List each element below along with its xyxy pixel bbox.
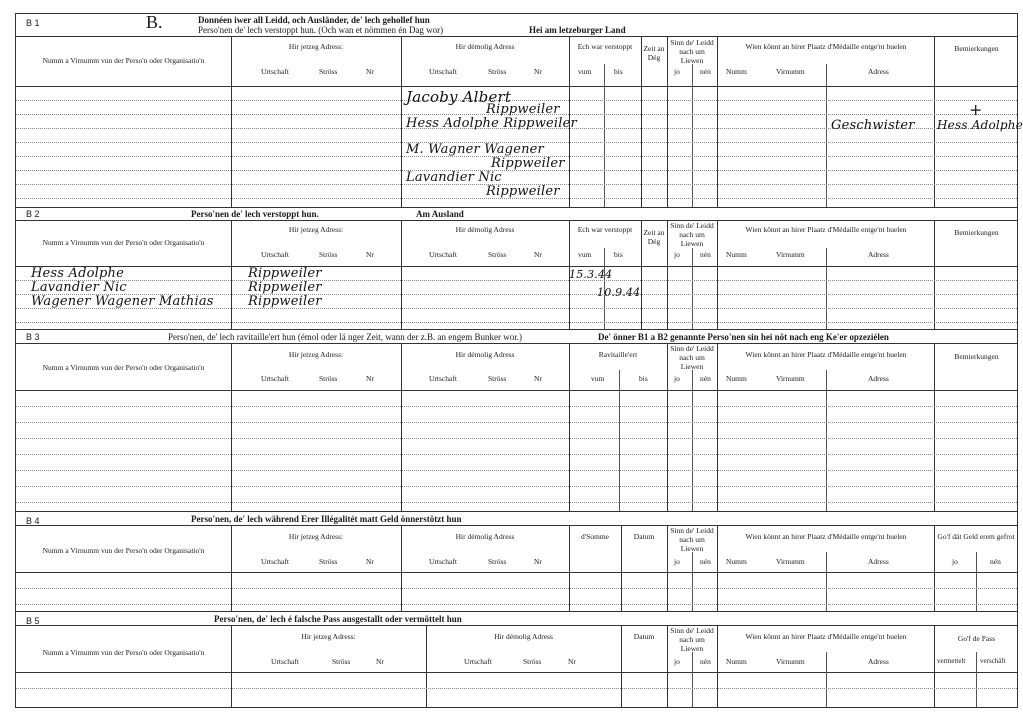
hw-row-place-3: Rippweiler [248,294,322,309]
sub-place: Urtschaft [429,557,457,566]
sub-street: Ströss [332,657,351,666]
hw-former-1: Jacoby Albert [406,88,512,106]
sub-from: vum [578,250,592,259]
col-ravitaille-header: Ravitaille'ert [598,350,638,359]
section-b2 [15,208,1018,330]
section-title: Perso'nen de' lech verstoppt hun. [191,209,319,219]
sub-name: Numm [726,250,747,259]
col-former-address-header: Hir démolig Adress [455,42,515,51]
sub-place: Urtschaft [429,374,457,383]
sub-street: Ströss [488,374,507,383]
sub-issued: vermettelt [937,657,966,665]
col-medal-header: Wien könnt an hirer Plaatz d'Médaille entge'nt huelen [745,350,907,359]
hw-row-place-1: Rippweiler [248,266,322,281]
sub-street: Ströss [319,557,338,566]
section-b5 [15,612,1018,708]
sub-from: vum [578,67,592,76]
col-former-address-header: Hir démolig Adress [455,225,515,234]
section-title-right: Am Ausland [416,209,464,219]
sub-street: Ströss [319,67,338,76]
col-alive-header: Sinn de' Leidd nach um Liewen [670,526,714,553]
sub-place: Urtschaft [261,374,289,383]
form-letter: B. [146,12,163,32]
sub-no: nén [700,374,711,383]
col-time-header: Zeit an Dég [643,228,665,246]
section-title-right: Hei am letzeburger Land [529,25,626,35]
sub-nr: Nr [534,374,542,383]
sub-address: Adress [868,557,889,566]
col-date-header: Datum [633,532,655,541]
section-id: B 4 [26,516,40,526]
section-title: Perso'nen, de' lech é falsche Pass ausgestallt oder vermöttelt hun [214,614,462,624]
sub-nr: Nr [366,374,374,383]
section-b3 [15,330,1018,512]
col-hidden-header: Ech war verstoppt [577,42,633,51]
col-former-address-header: Hir démolig Adress [494,632,553,641]
col-name-header: Numm a Virnumm vun der Perso'n oder Organisatio'n [42,56,205,65]
sub-name: Numm [726,557,747,566]
col-name-header: Numm a Virnumm vun der Perso'n oder Organisatio'n [42,363,205,372]
col-money-returned-header: Go'f dät Geld erem gefrot [937,532,1015,541]
sub-yes: jo [674,657,680,666]
section-b4 [15,512,1018,612]
hw-remarks: Hess Adolphe [937,118,1023,132]
sub-address: Adress [868,374,889,383]
col-hidden-header: Ech war verstoppt [577,225,633,234]
col-medal-header: Wien könnt an hirer Plaatz d'Médaille entge'nt huelen [745,532,907,541]
col-time-header: Zeit an Dég [643,44,665,62]
hw-row-from-1: 15.3.44 [569,268,613,281]
sub-place: Urtschaft [429,67,457,76]
sub-firstname: Virnumm [776,250,805,259]
sub-yes: jo [952,557,958,566]
col-former-address-header: Hir démolig Adress [455,350,515,359]
section-b1 [15,12,1023,208]
sub-place: Urtschaft [261,250,289,259]
hw-former-3: Hess Adolphe Rippweiler [406,116,577,131]
col-remarks-header: Bemierkungen [954,352,999,361]
col-remarks-header: Bemierkungen [954,44,999,53]
hw-former-7: Rippweiler [486,184,560,199]
sub-to: bis [614,250,623,259]
section-id: B 3 [26,332,40,342]
sub-no: nén [700,250,711,259]
sub-place: Urtschaft [261,557,289,566]
hw-former-4: M. Wagner Wagener [406,142,544,157]
sub-street: Ströss [488,67,507,76]
col-alive-header: Sinn de' Leidd nach um Liewen [670,626,714,653]
sub-name: Numm [726,657,747,666]
sub-no: nén [700,657,711,666]
sub-yes: jo [674,557,680,566]
sub-to: bis [639,374,648,383]
sub-no: nén [990,557,1001,566]
hw-former-2: Rippweiler [486,102,560,117]
sub-place: Urtschaft [261,67,289,76]
sub-place: Urtschaft [464,657,492,666]
section-title-line1: Donnéen iwer all Leidd, och Ausländer, de' lech gehollef hun [198,15,430,25]
col-alive-header: Sinn de' Leidd nach um Liewen [670,38,714,65]
hw-former-6: Lavandier Nic [406,170,502,185]
sub-nr: Nr [376,657,384,666]
section-title: Perso'nen, de' lech ravitaille'ert hun (émol oder lä nger Zeit, wann der z.B. an engem Bunker wor.) [168,332,522,342]
sub-yes: jo [674,374,680,383]
col-current-address-header: Hir jetzeg Adress: [288,532,344,541]
section-title-right: De' önner B1 a B2 genannte Perso'nen sin hei nöt nach eng Ke'er opzeziélen [598,332,889,342]
sub-street: Ströss [319,374,338,383]
sub-firstname: Virnumm [776,67,805,76]
sub-from: vum [591,374,605,383]
sub-nr: Nr [366,67,374,76]
sub-address: Adress [868,67,889,76]
sub-address: Adress [868,250,889,259]
sub-firstname: Virnumm [776,557,805,566]
col-remarks-header: Bemierkungen [954,228,999,237]
sub-name: Numm [726,67,747,76]
hw-row-name-2: Lavandier Nic [31,280,127,295]
sub-street: Ströss [488,250,507,259]
hw-cross: + [969,100,983,119]
col-alive-header: Sinn de' Leidd nach um Liewen [670,344,714,371]
sub-yes: jo [674,67,680,76]
col-name-header: Numm a Virnumm vun der Perso'n oder Organisatio'n [42,238,205,247]
sub-nr: Nr [534,67,542,76]
sub-nr: Nr [366,250,374,259]
sub-place: Urtschaft [429,250,457,259]
sub-street: Ströss [319,250,338,259]
sub-address: Adress [868,657,889,666]
sub-street: Ströss [523,657,542,666]
sub-place: Urtschaft [271,657,299,666]
sub-nr: Nr [568,657,576,666]
sub-name: Numm [726,374,747,383]
section-title-line2: Perso'nen de' lech verstoppt hun. (Och wan et nömmen én Dag wor) [198,25,444,35]
sub-no: nén [700,67,711,76]
section-id: B 1 [26,18,40,28]
section-id: B 5 [26,616,40,626]
col-medal-header: Wien könnt an hirer Plaatz d'Médaille entge'nt huelen [745,632,907,641]
col-pass-header: Go'f de Pass [957,634,996,643]
hw-row-name-1: Hess Adolphe [31,266,124,281]
sub-firstname: Virnumm [776,657,805,666]
sub-nr: Nr [534,557,542,566]
col-sum-header: d'Somme [580,532,610,541]
col-current-address-header: Hir jetzeg Adress: [288,42,344,51]
col-former-address-header: Hir démolig Adress [455,532,515,541]
hw-medal: Geschwister [831,118,915,133]
section-title: Perso'nen, de' lech während Erer Illégalitét matt Geld önnerstötzt hun [191,514,462,524]
col-date-header: Datum [633,632,655,641]
sub-nr: Nr [366,557,374,566]
col-medal-header: Wien könnt an hirer Plaatz d'Médaille entge'nt huelen [745,42,907,51]
hw-row-name-3: Wagener Wagener Mathias [31,294,214,309]
sub-street: Ströss [488,557,507,566]
section-id: B 2 [26,209,40,219]
hw-former-5: Rippweiler [491,156,565,171]
col-name-header: Numm a Virnumm vun der Perso'n oder Organisatio'n [42,546,205,555]
sub-sent: verschäft [980,657,1006,665]
hw-row-to-3: 10.9.44 [597,286,641,299]
col-name-header: Numm a Virnumm vun der Perso'n oder Organisatio'n [42,648,205,657]
sub-firstname: Virnumm [776,374,805,383]
col-medal-header: Wien könnt an hirer Plaatz d'Médaille entge'nt huelen [745,225,907,234]
sub-yes: jo [674,250,680,259]
col-current-address-header: Hir jetzeg Adress: [288,350,344,359]
col-current-address-header: Hir jetzeg Adress: [301,632,356,641]
col-current-address-header: Hir jetzeg Adress: [288,225,344,234]
sub-to: bis [614,67,623,76]
sub-no: nén [700,557,711,566]
sub-nr: Nr [534,250,542,259]
hw-row-place-2: Rippweiler [248,280,322,295]
col-alive-header: Sinn de' Leidd nach um Liewen [670,221,714,248]
